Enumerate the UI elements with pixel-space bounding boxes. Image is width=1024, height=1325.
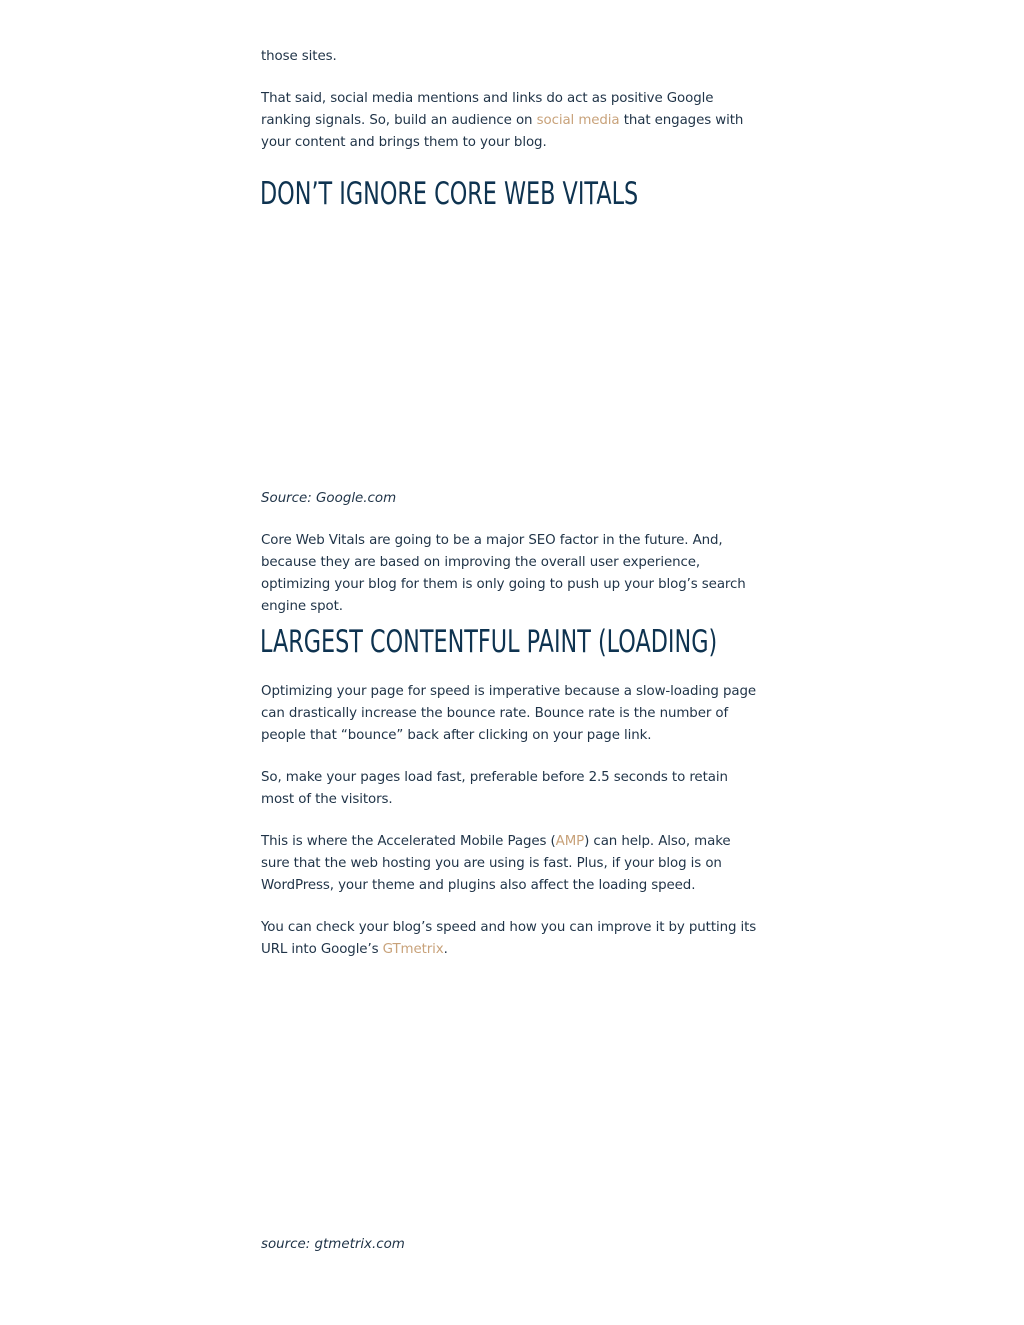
paragraph-amp: This is where the Accelerated Mobile Pages (AMP) can help. Also, make sure that the web hosting you are using is fast. Plus, if your blog is on WordPress, your theme and plugins also affect the loading speed. [261,834,731,893]
paragraph-load-fast: So, make your pages load fast, preferable before 2.5 seconds to retain most of the visitors. [261,770,728,807]
heading-largest-contentful-paint: LARGEST CONTENTFUL PAINT (LOADING) [260,624,718,660]
core-web-vitals-image [261,222,761,486]
paragraph-gtmetrix: You can check your blog’s speed and how you can improve it by putting its URL into Google’s GTmetrix. [261,920,757,957]
heading-core-web-vitals: DON’T IGNORE CORE WEB VITALS [260,176,639,212]
paragraph-those-sites: those sites. [261,49,337,64]
paragraph-core-web-vitals: Core Web Vitals are going to be a major SEO factor in the future. And, because they are based on improving the overall user experience, optimizing your blog for them is only going to push up your blog’s search engine spot. [261,533,746,614]
gtmetrix-link[interactable]: GTmetrix [382,942,444,957]
caption-gtmetrix-source: source: gtmetrix.com [261,1237,405,1252]
paragraph-social-media: That said, social media mentions and links do act as positive Google ranking signals. So, build an audience on social media that engages with your content and brings them to your blog. [261,91,744,150]
caption-google-source: Source: Google.com [261,491,397,506]
paragraph-page-speed: Optimizing your page for speed is imperative because a slow-loading page can drastically increase the bounce rate. Bounce rate is the number of people that “bounce” back after clicking on your page link. [261,684,756,743]
amp-link[interactable]: AMP [555,834,585,849]
gtmetrix-image [261,972,761,1230]
social-media-link[interactable]: social media [536,113,620,128]
